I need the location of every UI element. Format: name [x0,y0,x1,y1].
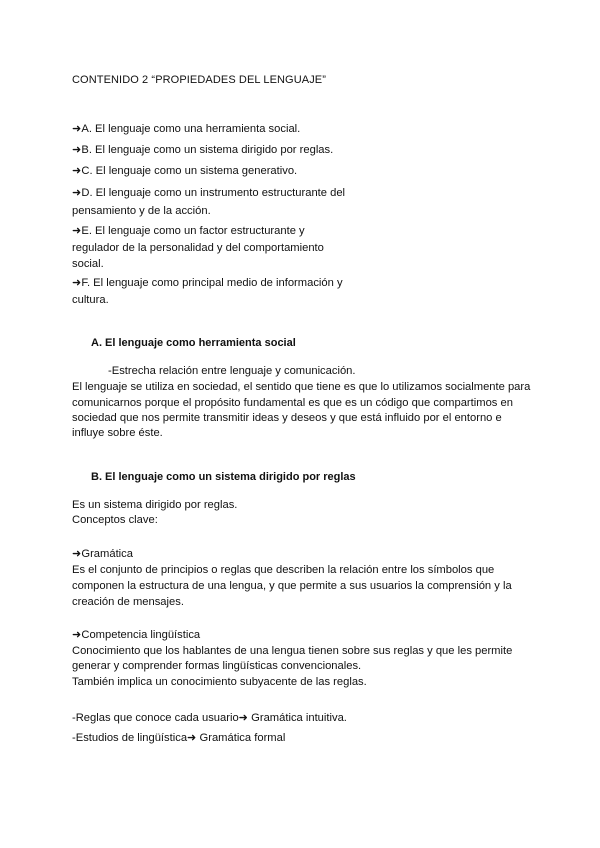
section-a-paragraph-line: comunicarnos porque el propósito fundamental es que es un código que compartimos en [72,397,513,409]
section-a-heading: A. El lenguaje como herramienta social [91,337,296,349]
note-gramatica-formal: -Estudios de lingüística➜ Gramática formal [72,732,286,744]
index-item-c: ➜C. El lenguaje como un sistema generativo. [72,165,298,177]
index-item-e: ➜E. El lenguaje como un factor estructurante y [72,225,305,237]
concept-competencia-line: Conocimiento que los hablantes de una lengua tienen sobre sus reglas y que les permite [72,645,513,657]
index-item-f: ➜F. El lenguaje como principal medio de información y [72,277,343,289]
index-item-d: ➜D. El lenguaje como un instrumento estructurante del [72,187,346,199]
section-a-paragraph-line: sociedad que nos permite transmitir ideas y deseos y que está influido por el entorno e [72,412,502,424]
index-item-e-cont: regulador de la personalidad y del comportamiento [72,242,324,254]
concept-gramatica-line: creación de mensajes. [72,596,184,608]
index-item-d-cont: pensamiento y de la acción. [72,205,211,217]
section-b-intro-line: Conceptos clave: [72,514,158,526]
concept-competencia-line: generar y comprender formas lingüísticas convencionales. [72,660,362,672]
index-item-b: ➜B. El lenguaje como un sistema dirigido por reglas. [72,144,334,156]
concept-gramatica-title: ➜Gramática [72,548,133,560]
concept-gramatica-line: Es el conjunto de principios o reglas que describen la relación entre los símbolos que [72,564,495,576]
note-gramatica-intuitiva: -Reglas que conoce cada usuario➜ Gramática intuitiva. [72,712,347,724]
section-b-heading: B. El lenguaje como un sistema dirigido por reglas [91,471,356,483]
concept-competencia-title: ➜Competencia lingüística [72,629,201,641]
document-title: CONTENIDO 2 “PROPIEDADES DEL LENGUAJE” [72,74,326,86]
section-a-paragraph-line: El lenguaje se utiliza en sociedad, el sentido que tiene es que lo utilizamos socialmente para [72,381,531,393]
concept-gramatica-line: componen la estructura de una lengua, y que permite a sus usuarios la comprensión y la [72,580,512,592]
section-a-subpoint: -Estrecha relación entre lenguaje y comunicación. [108,365,356,377]
section-a-paragraph-line: influye sobre éste. [72,427,163,439]
section-b-intro-line: Es un sistema dirigido por reglas. [72,499,238,511]
index-item-f-cont: cultura. [72,294,109,306]
index-item-a: ➜A. El lenguaje como una herramienta social. [72,123,301,135]
index-item-e-cont2: social. [72,258,104,270]
concept-competencia-line: También implica un conocimiento subyacente de las reglas. [72,676,367,688]
